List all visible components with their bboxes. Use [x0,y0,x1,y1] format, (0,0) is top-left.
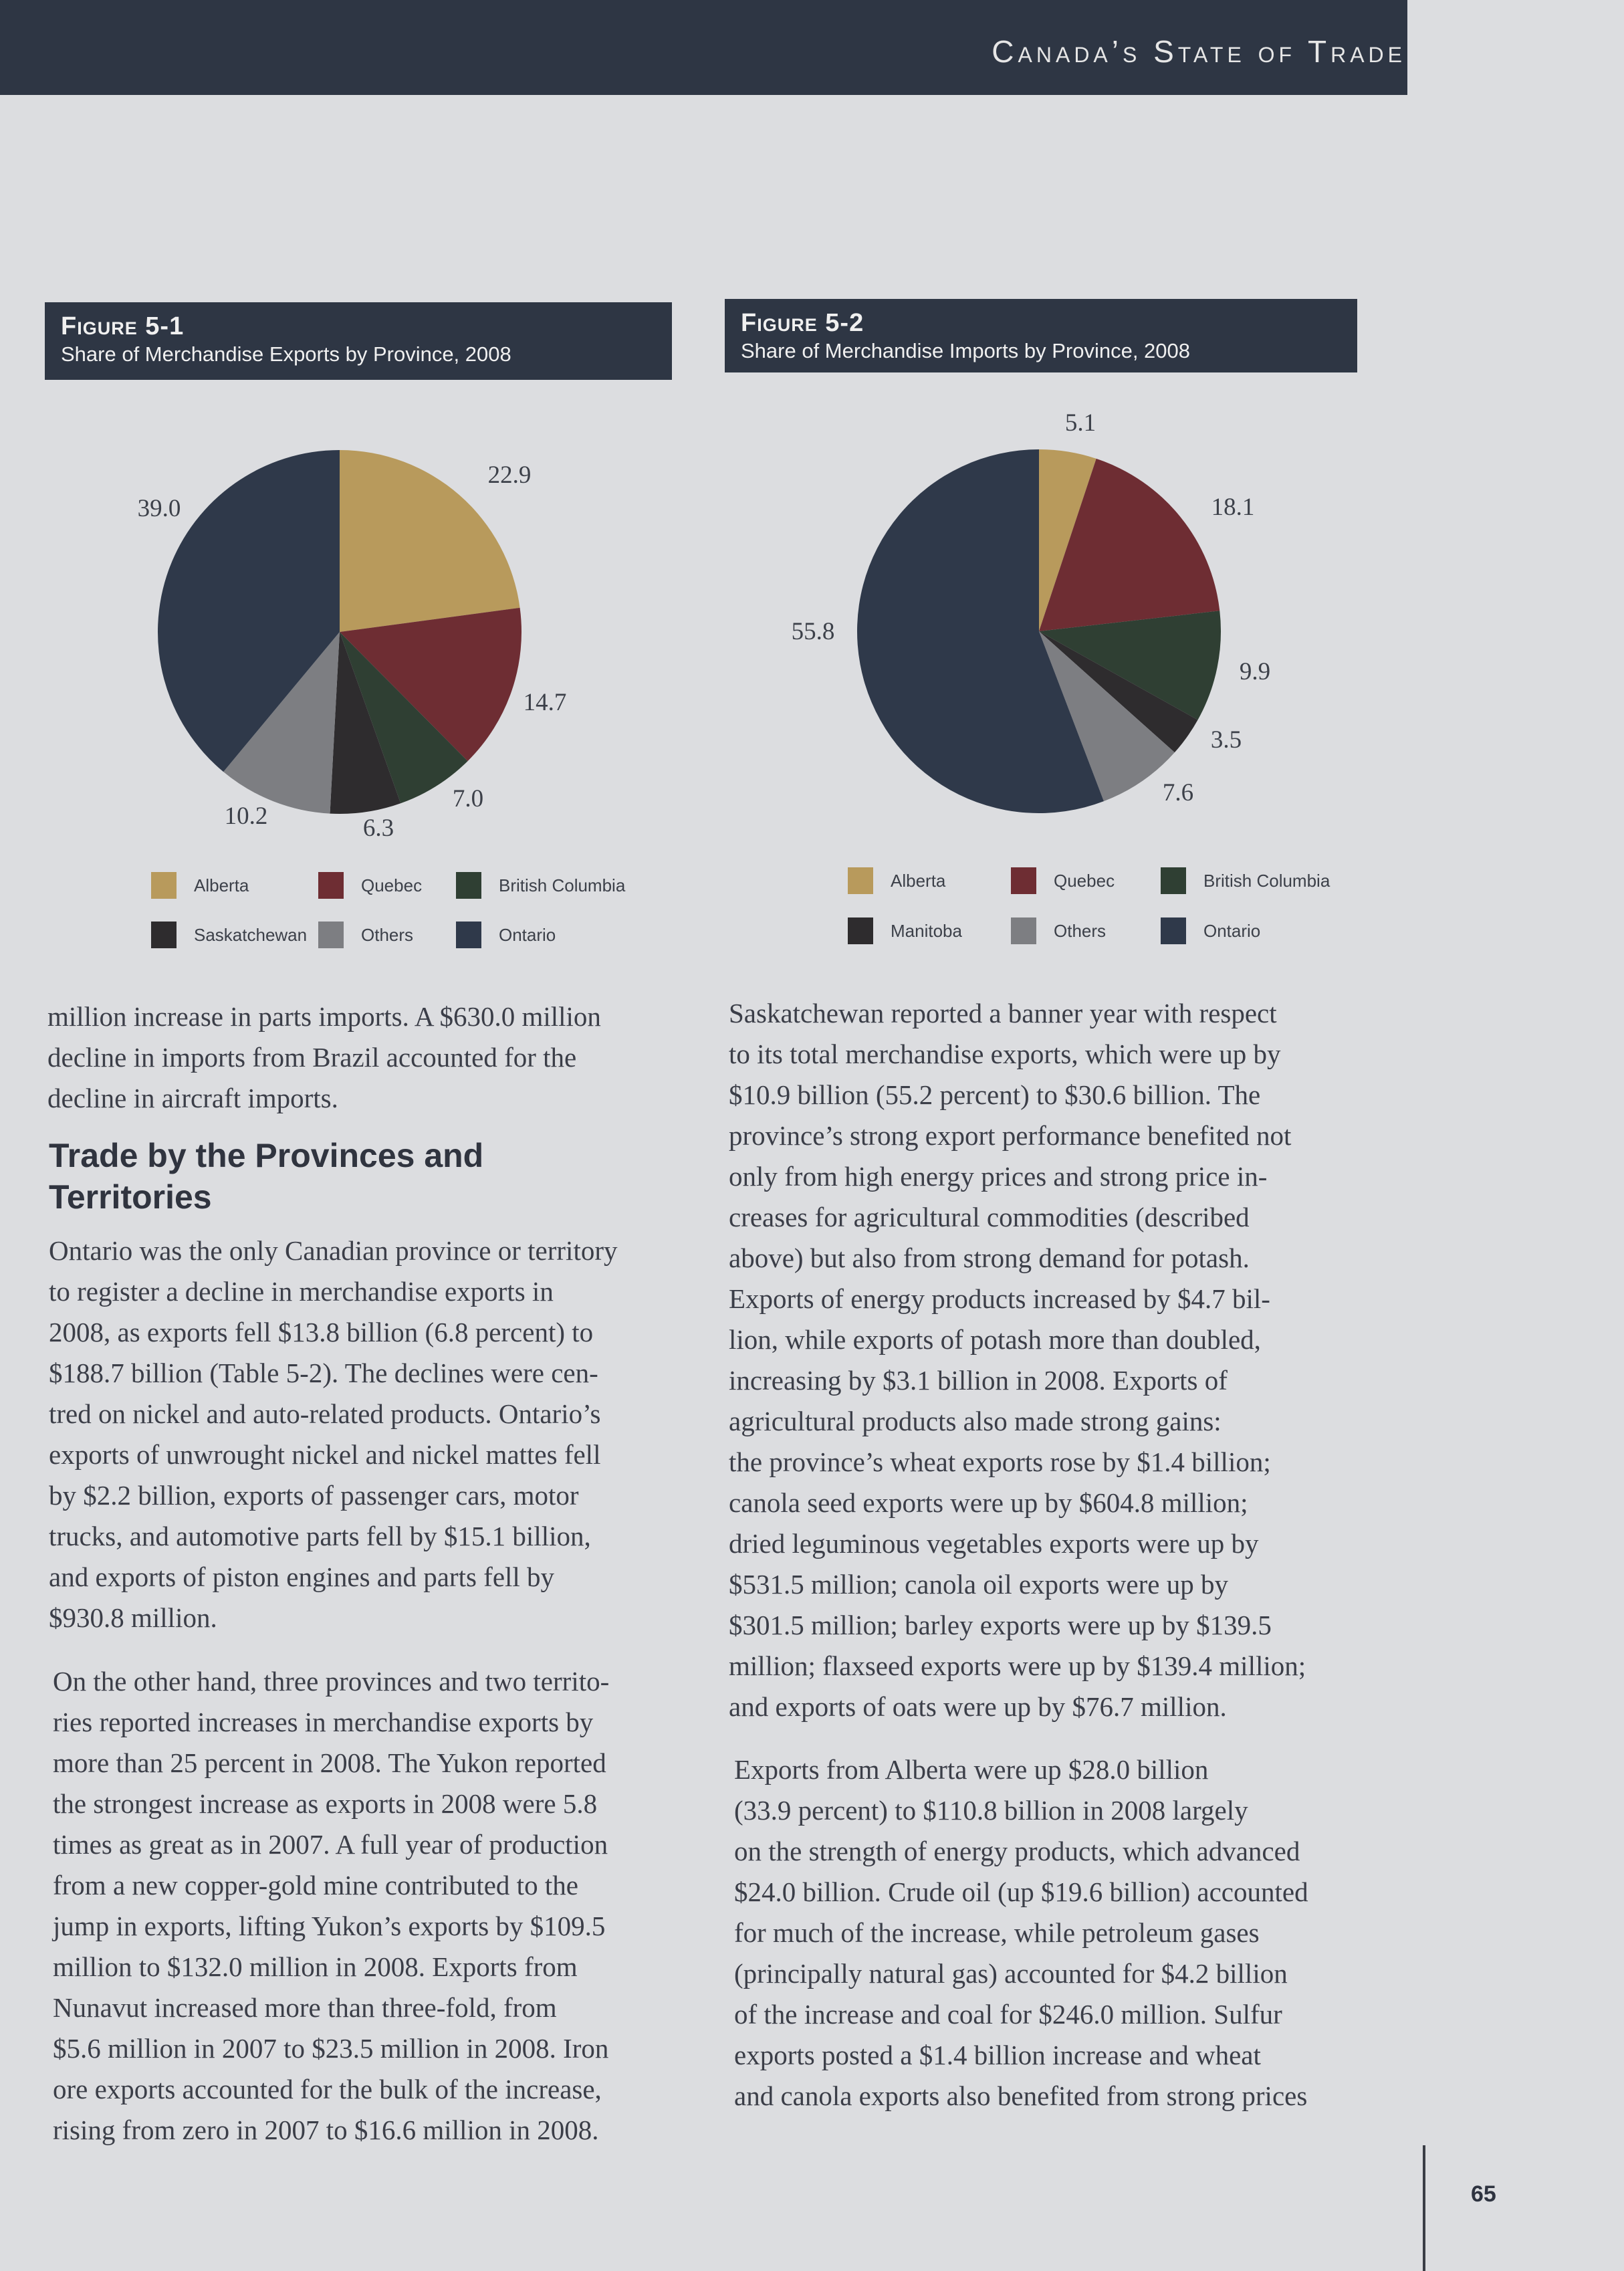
text-line: dried leguminous vegetables exports were up by [729,1528,1259,1559]
header-band [0,0,1407,95]
data-label-others: 10.2 [224,802,268,830]
legend-item-manitoba [848,916,962,946]
legend-label: Quebec [1054,870,1115,891]
data-label-ontario: 39.0 [137,495,181,522]
text-line: from a new copper-gold mine contributed to the [53,1870,578,1901]
text-line: jump in exports, lifting Yukon’s exports by $109.5 [53,1911,606,1941]
figure-5-1-title-bar [45,302,672,380]
text-line: the strongest increase as exports in 2008 were 5.8 [53,1788,598,1819]
text-line: decline in aircraft imports. [47,1083,338,1113]
legend-item-alberta [848,866,945,895]
data-label-british-columbia: 9.9 [1239,658,1271,685]
text-line: 2008, as exports fell $13.8 billion (6.8 percent) to [49,1317,594,1347]
legend-item-saskatchewan [151,920,307,950]
text-line: and canola exports also benefited from strong prices [734,2080,1308,2111]
text-line: ries reported increases in merchandise exports by [53,1707,594,1737]
legend-item-alberta [151,871,249,900]
text-line: million increase in parts imports. A $630.0 million [47,1001,601,1032]
text-line: $5.6 million in 2007 to $23.5 million in 2008. Iron [53,2033,609,2064]
legend-swatch [318,922,344,948]
legend-label: Quebec [361,875,423,895]
figure-5-1-number: Figure 5-1 [61,312,185,340]
legend-item-quebec [1011,866,1115,895]
text-line: (33.9 percent) to $110.8 billion in 2008 largely [734,1795,1248,1826]
running-head: Canada’s State of Trade [992,34,1406,69]
figure-5-2-title-bar [725,299,1357,372]
text-line: the province’s wheat exports rose by $1.4 billion; [729,1446,1271,1477]
legend-label: Others [1054,920,1107,941]
text-line: lion, while exports of potash more than doubled, [729,1324,1261,1355]
text-line: and exports of piston engines and parts fell by [49,1561,555,1592]
text-line: by $2.2 billion, exports of passenger cars, motor [49,1480,579,1511]
legend-label: Alberta [891,870,946,891]
text-line: to register a decline in merchandise exports in [49,1276,554,1307]
data-label-manitoba: 3.5 [1210,726,1242,754]
legend-item-quebec [318,871,422,900]
text-line: Ontario was the only Canadian province or territory [49,1235,618,1266]
legend-swatch [1161,867,1186,894]
legend-item-ontario [456,920,556,950]
legend-label: British Columbia [499,875,626,895]
legend-swatch [1161,917,1186,944]
text-line: province’s strong export performance benefited not [729,1120,1292,1151]
data-label-ontario: 55.8 [791,618,835,645]
legend-swatch [151,922,177,948]
data-label-british-columbia: 7.0 [452,785,484,813]
legend-label: Ontario [1203,920,1261,941]
text-line: $531.5 million; canola oil exports were up by [729,1569,1228,1600]
text-line: million to $132.0 million in 2008. Exports from [53,1951,578,1982]
legend-swatch [318,872,344,899]
legend-item-others [318,920,413,950]
text-line: decline in imports from Brazil accounted for the [47,1042,577,1073]
legend-swatch [848,917,873,944]
text-line: ore exports accounted for the bulk of the increase, [53,2074,602,2104]
text-line: (principally natural gas) accounted for $4.2 billion [734,1958,1288,1989]
legend-label: Alberta [194,875,249,895]
figure-5-1-title: Share of Merchandise Exports by Province, 2008 [61,342,511,366]
legend-label: Others [361,924,414,945]
figure-5-2-title: Share of Merchandise Imports by Province, 2008 [741,339,1191,362]
text-line: On the other hand, three provinces and two territo- [53,1666,610,1697]
text-line: exports posted a $1.4 billion increase and wheat [734,2040,1261,2070]
data-label-others: 7.6 [1162,779,1194,806]
legend-swatch [456,922,481,948]
text-line: tred on nickel and auto-related products. Ontario’s [49,1398,601,1429]
text-line: $301.5 million; barley exports were up by $139.5 [729,1610,1272,1640]
text-line: creases for agricultural commodities (described [729,1202,1250,1232]
text-line: Territories [49,1178,212,1216]
legend-label: Ontario [499,924,556,945]
text-line: and exports of oats were up by $76.7 million. [729,1691,1227,1722]
text-line: $930.8 million. [49,1602,217,1633]
legend-label: British Columbia [1203,870,1330,891]
data-label-quebec: 18.1 [1211,494,1255,521]
text-line: increasing by $3.1 billion in 2008. Exports of [729,1365,1228,1396]
data-label-alberta: 22.9 [487,461,532,489]
right-paragraph-1 [729,993,1306,1727]
text-line: of the increase and coal for $246.0 million. Sulfur [734,1999,1282,2030]
text-line: $188.7 billion (Table 5-2). The declines were cen- [49,1358,598,1388]
legend-item-others [1011,916,1106,946]
text-line: above) but also from strong demand for potash. [729,1242,1250,1273]
text-line: Exports of energy products increased by $4.7 bil- [729,1283,1270,1314]
data-label-alberta: 5.1 [1064,409,1096,437]
page-number-rule [1423,2145,1425,2271]
text-line: for much of the increase, while petroleum gases [734,1917,1260,1948]
text-line: million; flaxseed exports were up by $139.4 million; [729,1650,1306,1681]
figure-5-2-number: Figure 5-2 [741,309,864,337]
legend-item-british-columbia [1161,866,1330,895]
text-line: Saskatchewan reported a banner year with respect [729,998,1277,1029]
page-number: 65 [1471,2181,1496,2207]
text-line: only from high energy prices and strong price in- [729,1161,1268,1192]
left-intro-paragraph [47,996,601,1119]
text-line: Nunavut increased more than three-fold, from [53,1992,557,2023]
text-line: trucks, and automotive parts fell by $15.1 billion, [49,1521,591,1551]
legend-swatch [848,867,873,894]
text-line: to its total merchandise exports, which were up by [729,1039,1281,1069]
text-line: agricultural products also made strong gains: [729,1406,1222,1436]
figure-5-1-pie-chart [0,401,702,869]
data-label-saskatchewan: 6.3 [362,815,394,842]
data-label-quebec: 14.7 [523,689,567,716]
text-line: Exports from Alberta were up $28.0 billion [734,1754,1209,1785]
legend-item-ontario [1161,916,1260,946]
text-line: $10.9 billion (55.2 percent) to $30.6 billion. The [729,1079,1261,1110]
right-paragraph-2 [734,1749,1308,2117]
legend-swatch [1011,917,1036,944]
text-line: Trade by the Provinces and [49,1137,484,1174]
text-line: exports of unwrought nickel and nickel mattes fell [49,1439,601,1470]
text-line: canola seed exports were up by $604.8 million; [729,1487,1248,1518]
legend-swatch [1011,867,1036,894]
text-line: more than 25 percent in 2008. The Yukon reported [53,1747,606,1778]
text-line: times as great as in 2007. A full year of production [53,1829,608,1860]
legend-label: Saskatchewan [194,924,308,945]
section-heading [49,1135,483,1218]
legend-label: Manitoba [891,920,962,941]
text-line: rising from zero in 2007 to $16.6 million in 2008. [53,2115,599,2145]
left-paragraph-1 [49,1230,618,1638]
text-line: on the strength of energy products, which advanced [734,1836,1300,1866]
figure-5-2-pie-chart [702,401,1404,869]
legend-swatch [456,872,481,899]
legend-swatch [151,872,177,899]
legend-item-british-columbia [456,871,625,900]
text-line: $24.0 billion. Crude oil (up $19.6 billion) accounted [734,1876,1308,1907]
left-paragraph-2 [53,1661,609,2151]
